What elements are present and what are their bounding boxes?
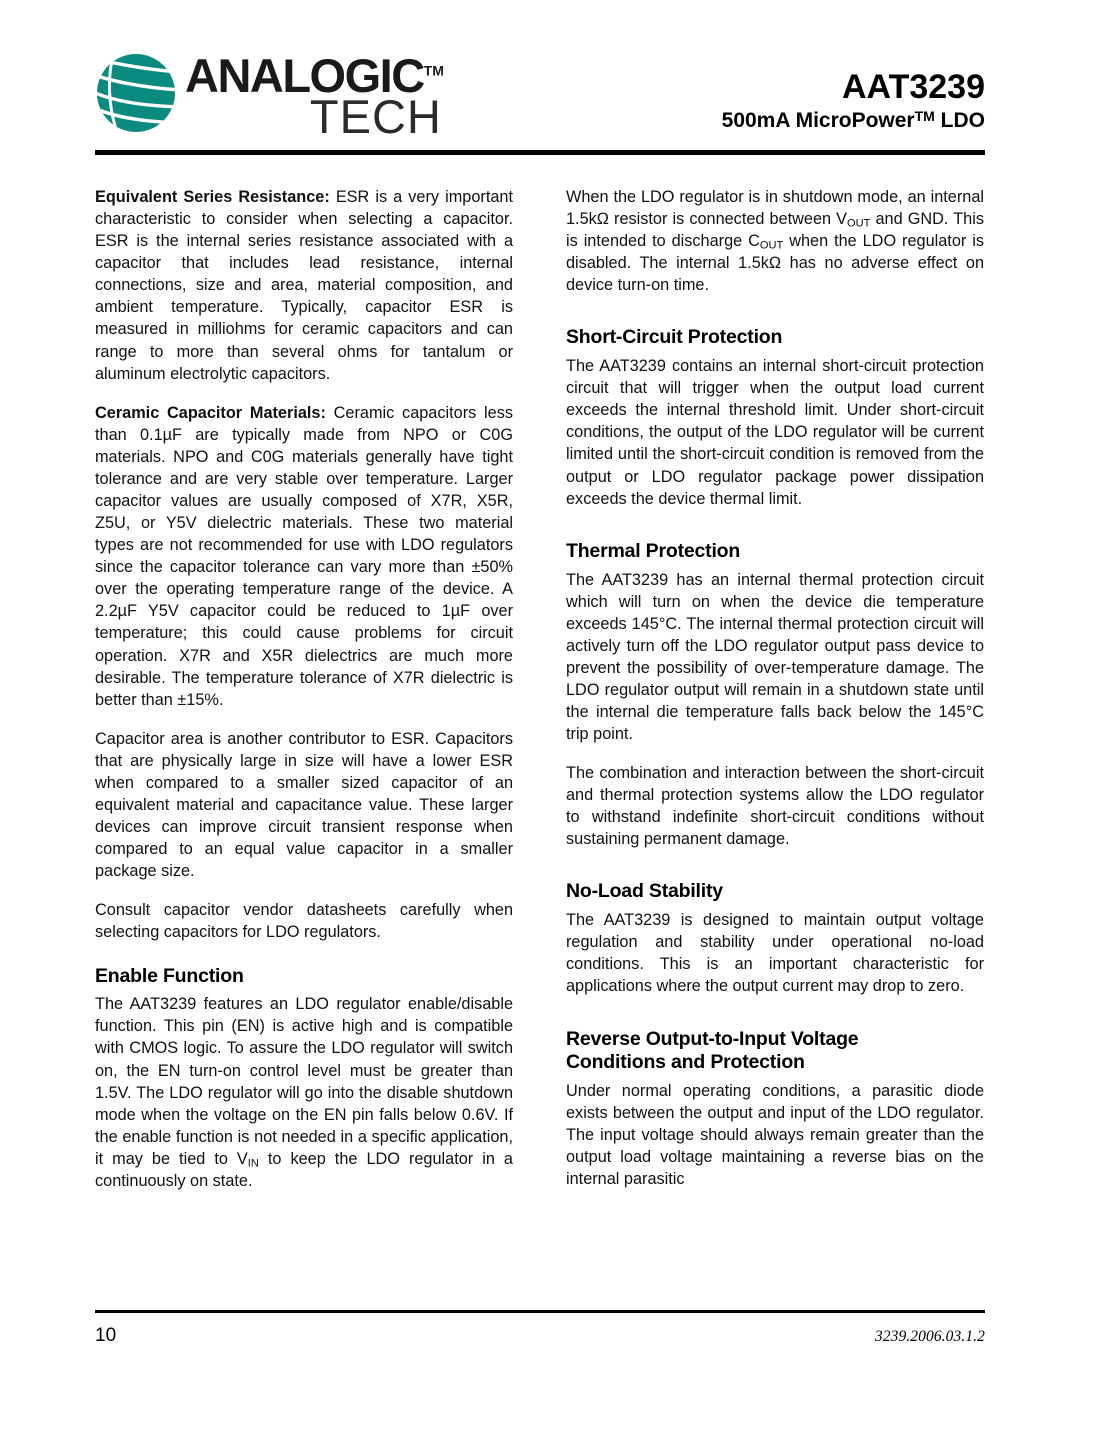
body-columns xyxy=(95,186,985,1192)
paragraph-thermal-short-circuit-combination: The combination and interaction between the short-circuit and thermal protection systems allow the LDO regulator to withstand indefinite short-circuit conditions without sustaining permanent damage. xyxy=(566,764,984,849)
right-column xyxy=(566,186,984,1192)
heading-thermal-protection: Thermal Protection xyxy=(566,539,741,562)
heading-short-circuit-protection: Short-Circuit Protection xyxy=(566,326,783,349)
part-subtitle-trademark: TM xyxy=(914,108,935,125)
subscript-cout: OUT xyxy=(759,239,784,252)
paragraph-body-esr: ESR is a very important characteristic to consider when selecting a capacitor. ESR is the internal series resistance associated with a capacitor that includes lead resistance, internal connections, size and area, material composition, and ambient temperature. Typically, capacitor ESR is measured in milliohms for ceramic capacitors and can range to more than several ohms for tantalum or aluminum electrolytic capacitors. xyxy=(95,188,513,383)
subscript-vin: IN xyxy=(247,1157,259,1170)
paragraph-enable-text-before: The AAT3239 features an LDO regulator enable/disable function. This pin (EN) is active high and is compatible with CMOS logic. To assure the LDO regulator will switch on, the EN turn-on control level must be greater than 1.5V. The LDO regulator will go into the disable shutdown mode when the voltage on the EN pin falls below 0.6V. If the enable function is not needed in a specific application, it may be tied to V xyxy=(95,995,513,1168)
paragraph-shutdown-discharge xyxy=(566,186,984,296)
paragraph-no-load-stability: The AAT3239 is designed to maintain output voltage regulation and stability under operational no-load conditions. This is an important characteristic for applications where the output current may drop to zero. xyxy=(566,911,984,996)
part-subtitle-post: LDO xyxy=(934,109,985,133)
document-revision-code: 3239.2006.03.1.2 xyxy=(874,1328,985,1345)
paragraph-enable-function xyxy=(95,993,513,1192)
page-header xyxy=(95,38,985,146)
paragraph-lead-ceramic: Ceramic Capacitor Materials: xyxy=(95,403,326,422)
part-subtitle xyxy=(722,108,985,133)
heading-enable-function: Enable Function xyxy=(95,964,244,987)
logo-trademark-symbol: TM xyxy=(423,62,444,79)
part-subtitle-pre: 500mA MicroPower xyxy=(721,109,915,133)
page-footer xyxy=(95,1325,985,1347)
paragraph-enable-text-after: to keep the LDO regulator in a continuously on state. xyxy=(95,1149,513,1190)
shutdown-text-3: when the LDO regulator is disabled. The internal 1.5kΩ has no adverse effect on device turn-on time. xyxy=(566,232,984,295)
header-title-block xyxy=(722,68,985,133)
company-logo xyxy=(95,49,444,143)
logo-wordmark-analogic: ANALOGIC™ xyxy=(185,49,444,102)
paragraph-short-circuit-protection: The AAT3239 contains an internal short-circuit protection circuit that will trigger when the output load current exceeds the internal threshold limit. Under short-circuit conditions, the output of the LDO regulator will be current limited until the short-circuit condition is removed from the output or LDO regulator package power dissipation exceeds the device thermal limit. xyxy=(566,357,984,508)
part-number: AAT3239 xyxy=(842,68,985,106)
subscript-vout: OUT xyxy=(847,217,871,230)
header-divider-rule xyxy=(95,150,985,155)
shutdown-text-1: When the LDO regulator is in shutdown mode, an internal 1.5kΩ resistor is connected between V xyxy=(566,188,984,229)
paragraph-thermal-protection: The AAT3239 has an internal thermal protection circuit which will turn on when the device die temperature exceeds 145°C. The internal thermal protection circuit will actively turn off the LDO regulator output pass device to prevent the possibility of over-temperature damage. The LDO regulator output will remain in a shutdown state until the internal die temperature falls back below the 145°C trip point. xyxy=(566,570,984,744)
logo-wordmark-tech: TECH xyxy=(309,89,442,143)
footer-divider-rule xyxy=(95,1310,985,1313)
paragraph-reverse-voltage-protection: Under normal operating conditions, a parasitic diode exists between the output and input of the LDO regulator. The input voltage should always remain greater than the output load voltage maintaining a reverse bias on the internal parasitic xyxy=(566,1082,984,1189)
paragraph-consult-vendor: Consult capacitor vendor datasheets carefully when selecting capacitors for LDO regulators. xyxy=(95,901,513,942)
logo-wordmark xyxy=(185,49,444,143)
heading-no-load-stability: No-Load Stability xyxy=(566,880,723,903)
paragraph-body-ceramic: Ceramic capacitors less than 0.1µF are typically made from NPO or C0G materials. NPO and C0G materials generally have tight tolerance and are very stable over temperature. Larger capacitor values are usually composed of X7R, X5R, Z5U, or Y5V dielectric materials. These two material types are not recommended for use with LDO regulators since the capacitor tolerance can vary more than ±50% over the operating temperature range of the device. A 2.2µF Y5V capacitor could be reduced to 1µF over temperature; this could cause problems for circuit operation. X7R and X5R dielectrics are much more desirable. The temperature tolerance of X7R dielectric is better than ±15%. xyxy=(95,403,513,709)
page-number: 10 xyxy=(95,1325,117,1346)
paragraph-ceramic-capacitor-materials xyxy=(95,402,513,711)
heading-reverse-line1: Reverse Output-to-Input Voltage xyxy=(566,1027,859,1050)
paragraph-lead-esr: Equivalent Series Resistance: xyxy=(95,188,330,206)
heading-reverse-output-to-input-voltage xyxy=(566,1028,984,1076)
paragraph-capacitor-area: Capacitor area is another contributor to ESR. Capacitors that are physically large in size will have a lower ESR when compared to a smaller sized capacitor of an equivalent material and capacitance value. These larger devices can improve circuit transient response when compared to an equal value capacitor in a smaller package size. xyxy=(95,729,513,881)
shutdown-text-2: and GND. This is intended to discharge C xyxy=(566,210,984,251)
left-column xyxy=(95,186,513,1192)
paragraph-equivalent-series-resistance xyxy=(95,186,513,385)
analogic-tech-globe-icon xyxy=(95,52,177,134)
heading-reverse-line2: Conditions and Protection xyxy=(566,1051,805,1074)
